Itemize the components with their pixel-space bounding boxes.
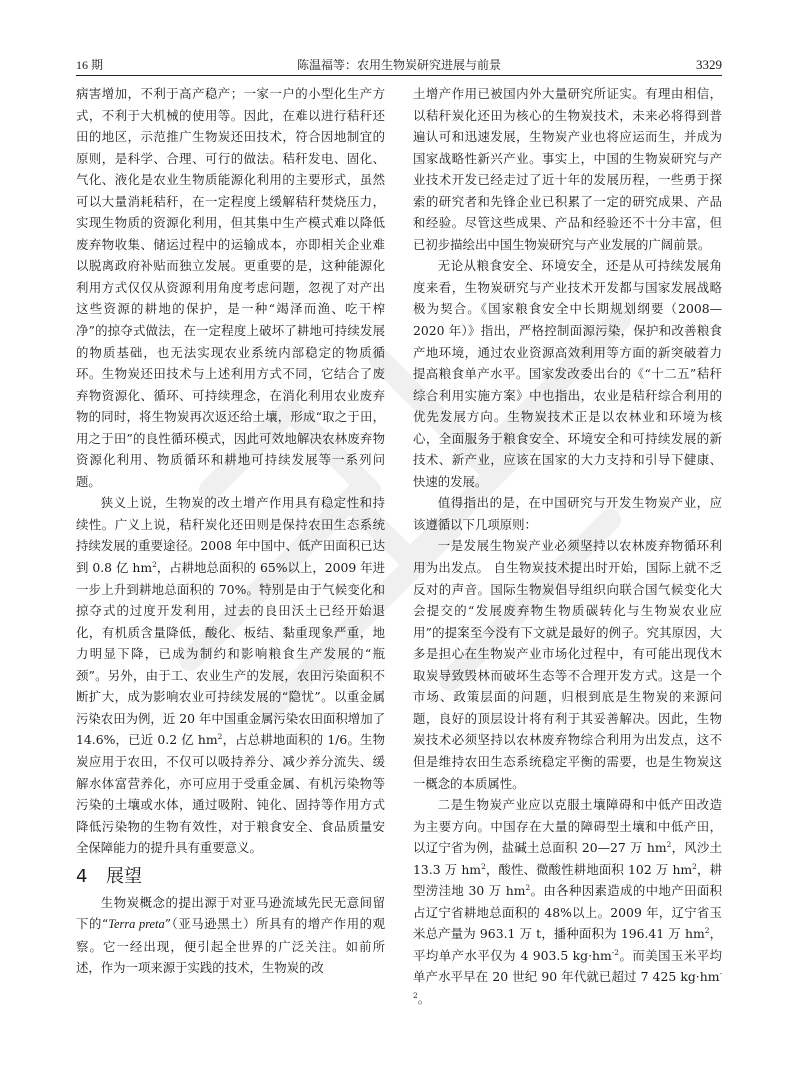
paragraph	[76, 892, 385, 979]
paragraph	[76, 492, 385, 858]
page-number: 3329	[696, 57, 722, 72]
running-header	[76, 56, 722, 74]
paragraph: 值得指出的是，在中国研究与开发生物炭产业，应该遵循以下几项原则：	[413, 495, 722, 532]
right-column	[413, 83, 722, 1010]
paragraph: 一是发展生物炭产业必须坚持以农林废弃物循环利用为出发点。 自生物炭技术提出时开始，国际上就不乏反对的声音。国际生物炭倡导组织向联合国气候变化大会提交的“发展废弃物生物质碳转化与生物炭农业应用”的提案至今没有下文就是最好的例子。究其原因，大多是担心在生物炭产业市场化过程中，有可能出现伐木取炭导致毁林而破坏生态等不合理开发方式。这是一个市场、政策层面的问题，归根到底是生物炭的来源问题，良好的顶层设计将有利于其妥善解决。因此，生物炭技术必须坚持以农林废弃物综合利用为出发点，这不但是维持农田生态系统稳定平衡的需要，也是生物炭这一概念的本质属性。	[413, 538, 722, 791]
section-heading	[76, 862, 385, 892]
superscript: 2	[152, 559, 157, 569]
text-run: 二是生物炭产业应以克服土壤障碍和中低产田改造为主要方向。中国存在大量的障碍型土壤和中低产田，以辽宁省为例，盐碱土总面积 20—27 万 hm	[413, 797, 722, 856]
text-run: 狭义上说，生物炭的改土增产作用具有稳定性和持续性。广义上说，秸秆炭化还田则是保持农田生态系统持续发展的重要途径。2008 年中国中、低产田面积已达到 0.8 亿 hm	[76, 495, 385, 576]
text-run: 生物炭概念的提出源于对亚马逊流域先民无意间留下的“	[76, 894, 385, 932]
superscript: 2	[666, 840, 672, 850]
superscript: 2	[525, 883, 531, 893]
superscript: -2	[611, 947, 619, 957]
text-run: ，风沙土 13.3 万 hm	[413, 840, 722, 877]
issue-label: 16 期	[76, 58, 104, 72]
section-number: 4	[76, 865, 88, 887]
superscript: 2	[704, 926, 710, 936]
superscript: 2	[692, 861, 697, 871]
paragraph	[413, 794, 722, 1009]
superscript: -2	[413, 969, 722, 1000]
paragraph: 病害增加，不利于高产稳产；一家一户的小型化生产方式，不利于大机械的使用等。因此，在难以进行秸秆还田的地区，示范推广生物炭还田技术，符合因地制宜的原则，是科学、合理、可行的做法。秸秆发电、固化、气化、液化是农业生物质能源化利用的主要形式，虽然可以大量消耗秸秆，在一定程度上缓解秸秆焚烧压力，实现生物质的资源化利用，但其集中生产模式难以降低废弃物收集、储运过程中的运输成本，亦即相关企业难以脱离政府补贴而独立发展。更重要的是，这种能源化利用方式仅仅从资源利用角度考虑问题，忽视了对产出这些资源的耕地的保护，是一种“竭泽而渔、吃干榨净”的掠夺式做法，在一定程度上破坏了耕地可持续发展的物质基础，也无法实现农业系统内部稳定的物质循环。生物炭还田技术与上述利用方式不同，它结合了废弃物资源化、循环、可持续理念，在消化利用农业废弃物的同时，将生物炭再次返还给土壤，形成“取之于田，用之于田”的良性循环模式，因此可效地解决农林废弃物资源化利用、物质循环和耕地可持续发展等一系列问题。	[76, 86, 385, 489]
text-run: ，酸性、微酸性耕地面积 102 万 hm	[485, 861, 693, 877]
superscript: 2	[481, 861, 486, 871]
text-run: ，耕型涝洼地 30 万 hm	[413, 861, 722, 899]
text-run: ”（亚马逊黑土）所具有的增产作用的观察。它一经出现，便引起全世界的广泛关注。如前所述，作为一项来源于实践的技术，生物炭的改	[76, 916, 386, 976]
paragraph: 土增产作用已被国内外大量研究所证实。有理由相信，以秸秆炭化还田为核心的生物炭技术，未来必将得到普遍认可和迅速发展，生物炭产业也将应运而生，并成为国家战略性新兴产业。事实上，中国的生物炭研究与产业技术开发已经走过了近十年的发展历程，一些勇于探索的研究者和先锋企业已积累了一定的研究成果、产品和经验。尽管这些成果、产品和经验还不十分丰富，但已初步描绘出中国生物炭研究与产业发展的广阔前景。	[413, 86, 722, 252]
left-column	[76, 83, 385, 979]
header-rule	[76, 75, 722, 76]
superscript: 2	[217, 732, 223, 742]
text-run: 。而美国玉米平均单产水平早在 20 世纪 90 年代就已超过 7 425 kg·hm	[413, 947, 722, 985]
section-title: 展望	[106, 865, 142, 887]
italic-term: Terra preta	[108, 917, 165, 932]
text-run: ，占总耕地面积的 1/6。生物炭应用于农田，不仅可以吸持养分、减少养分流失、缓解水体富营养化，亦可应用于受重金属、有机污染物等污染的土壤或水体，通过吸附、钝化、固持等作用方式降低污染物的生物有效性，对于粮食安全、食品质量安全保障能力的提升具有重要意义。	[76, 732, 385, 856]
text-run: 。由各种因素造成的中地产田面积占辽宁省耕地总面积的 48%以上。2009 年，辽宁省玉米总产量为 963.1 万 t，播种面积为 196.41 万 hm	[413, 883, 723, 942]
text-run: ，占耕地总面积的 65%以上，2009 年进一步上升到耕地总面积的 70%。特别是由于气候变化和掠夺式的过度开发利用，过去的良田沃土已经开始退化，有机质含量降低，酸化、板结、黏重现象严重，地力明显下降，已成为制约和影响粮食生产发展的“瓶颈”。另外，由于工、农业生产的发展，农田污染面积不断扩大，成为影响农业可持续发展的“隐忧”。以重金属污染农田为例，近 20 年中国重金属污染农田面积增加了 14.6%，已近 0.2 亿 hm	[76, 560, 385, 748]
paragraph: 无论从粮食安全、环境安全，还是从可持续发展角度来看，生物炭研究与产业技术开发都与国家发展战略极为契合。《国家粮食安全中长期规划纲要（2008—2020 年）》指出，严格控制面源污染，保护和改善粮食产地环境，通过农业资源高效利用等方面的新突破着力提高粮食单产水平。国家发改委出台的《“十二五”秸秆综合利用实施方案》中也指出，农业是秸秆综合利用的优先发展方向。生物炭技术正是以农林业和环境为核心，全面服务于粮食安全、环境安全和可持续发展的新技术、新产业，应该在国家的大力支持和引导下健康、快速的发展。	[413, 258, 722, 489]
text-run: 。	[417, 990, 431, 1006]
running-title: 陈温福等：农用生物炭研究进展与前景	[296, 58, 501, 72]
text-run: ，平均单产水平仅为 4 903.5 kg·hm	[413, 926, 723, 963]
